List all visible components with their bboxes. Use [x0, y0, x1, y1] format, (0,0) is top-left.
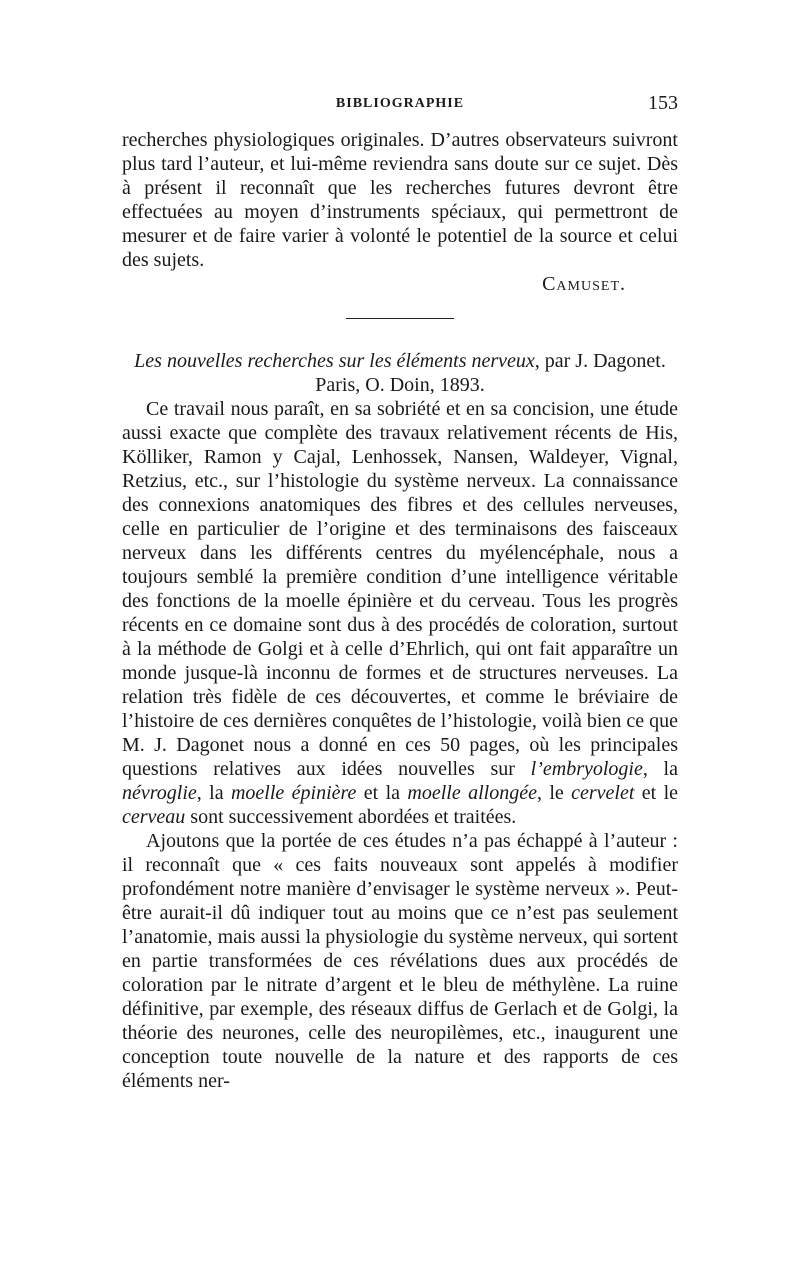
paragraph-text: sont successivement abordées et traitées. [185, 806, 517, 828]
italic-term: moelle allongée [407, 782, 537, 804]
italic-term: l’embryologie [530, 758, 643, 780]
paragraph-text: et la [356, 782, 408, 804]
section-divider [346, 318, 454, 319]
paragraph-text: Ce travail nous paraît, en sa sobriété et en sa concision, une étude aussi exacte que complète des travaux relativement récents de His, Kölliker, Ramon y Cajal, Lenhossek, Nansen, Waldeyer, Vignal, Retzius, etc., sur l’histologie du système nerveux. La connaissance des connexions anatomiques des fibres et des cellules nerveuses, celle en particulier de l’origine et des terminaisons des faisceaux nerveux dans les différents centres du myélencéphale, nous a toujours semblé la première condition d’une intelligence véritable des fonctions de la moelle épinière et du cerveau. Tous les progrès récents en ce domaine sont dus à des procédés de coloration, surtout à la méthode de Golgi et à celle d’Ehrlich, qui ont fait apparaître un monde jusque-là inconnu de formes et de structures nerveuses. La relation très fidèle de ces découvertes, et comme le bréviaire de l’histoire de ces dernières conquêtes de l’histologie, voilà bien ce que M. J. Dagonet nous a donné en ces 50 pages, où les principales questions relatives aux idées nouvelles sur [122, 398, 678, 780]
running-head [0, 92, 800, 120]
page-number: 153 [648, 92, 678, 114]
body-text [122, 128, 678, 1093]
italic-term: moelle épinière [230, 782, 357, 804]
reviewer-signature: Camuset. [542, 273, 626, 295]
review-citation: par J. Dagonet. Paris, O. Doin, 1893. [315, 350, 666, 396]
review-paragraph-1 [122, 397, 678, 829]
review-paragraph-2: Ajoutons que la portée de ces études n’a pas échappé à l’auteur : il reconnaît que « ces faits nouveaux sont appelés à modifier profondément notre manière d’envisager le système nerveux ». Peut-être aurait-il dû indiquer tout au moins que ce n’est pas seulement l’anatomie, mais aussi la physiologie du système nerveux, qui sortent en partie transformées de ces révélations dues aux procédés de coloration par le nitrate d’argent et le bleu de méthylène. La ruine définitive, par exemple, des réseaux diffus de Gerlach et de Golgi, la théorie des neurones, celle des neuropilèmes, etc., inaugurent une conception toute nouvelle de la nature et des rapports de ces éléments ner- [122, 830, 678, 1092]
paragraph-text: , le [536, 782, 572, 804]
italic-term: cerveau [122, 806, 186, 828]
previous-review-closing: recherches physiologiques originales. D’autres observateurs suivront plus tard l’auteur, et lui-même reviendra sans doute sur ce sujet. Dès à présent il reconnaît que les recherches futures devront être effectuées au moyen d’instruments spéciaux, qui permettront de mesurer et de faire varier à volonté le potentiel de la source et celui des sujets. [122, 129, 678, 271]
italic-term: névroglie [122, 782, 197, 804]
review-heading [122, 349, 678, 397]
italic-term: cervelet [571, 782, 635, 804]
review-title: Les nouvelles recherches sur les éléments nerveux, [134, 350, 540, 372]
paragraph-text: et le [634, 782, 679, 804]
paragraph-text: , la [642, 758, 678, 780]
running-title: BIBLIOGRAPHIE [335, 96, 465, 111]
paragraph-text: , la [196, 782, 231, 804]
